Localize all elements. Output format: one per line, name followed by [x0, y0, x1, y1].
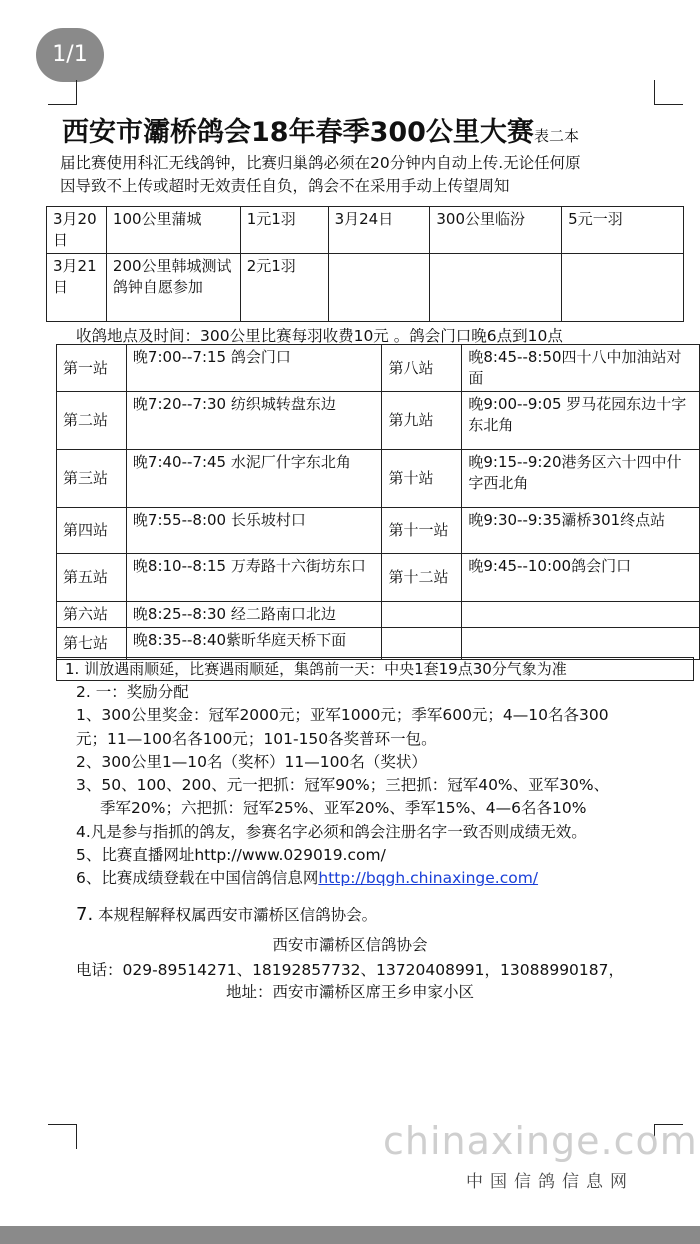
clause-7-number: 7. [76, 904, 94, 925]
rule-line: 3、50、100、200、元一把抓：冠军90%；三把抓：冠军40%、亚军30%、 [76, 776, 610, 795]
address-line: 地址：西安市灞桥区席王乡申家小区 [225, 983, 474, 1001]
station-name: 第一站 [57, 345, 127, 392]
station-detail: 晚7:20--7:30 纺织城转盘东边 [126, 392, 382, 450]
station-name: 第三站 [57, 450, 127, 508]
station-detail: 晚8:35--8:40紫昕华庭天桥下面 [126, 628, 382, 660]
table-row [57, 602, 700, 628]
station-name [382, 628, 462, 660]
rule-6-text: 6、比赛成绩登载在中国信鸽信息网 [76, 869, 319, 888]
rule-line: 元；11—100名各100元；101-150各奖普环一包。 [76, 729, 437, 748]
station-detail: 晚8:10--8:15 万寿路十六街坊东口 [126, 554, 382, 602]
station-name: 第六站 [57, 602, 127, 628]
cell-race: 100公里蒲城 [106, 207, 240, 254]
cell-race: 300公里临汾 [430, 207, 562, 254]
collection-note: 收鸽地点及时间：300公里比赛每羽收费10元 。鸽会门口晚6点到10点 [76, 327, 563, 345]
cell-fee: 2元1羽 [240, 254, 328, 322]
station-detail: 晚9:30--9:35灞桥301终点站 [462, 508, 700, 554]
station-detail: 晚7:00--7:15 鸽会门口 [126, 345, 382, 392]
station-name: 第九站 [382, 392, 462, 450]
award-rules [76, 681, 676, 891]
title-main: 西安市灞桥鸽会18年春季300公里大赛 [62, 117, 534, 148]
crop-mark-top-right [654, 80, 683, 105]
clause-7-text: 本规程解释权属西安市灞桥区信鸽协会。 [98, 906, 378, 924]
title-suffix: 表二本 [533, 127, 579, 145]
intro-line: 因导致不上传或超时无效责任自负，鸽会不在采用手动上传望周知 [60, 177, 510, 195]
station-detail: 晚7:55--8:00 长乐坡村口 [126, 508, 382, 554]
rain-note: 1. 训放遇雨顺延，比赛遇雨顺延，集鸽前一天：中央1套19点30分气象为准 [56, 657, 694, 681]
watermark-chinese: 中国信鸽信息网 [466, 1172, 634, 1192]
rule-line: 1、300公里奖金：冠军2000元；亚军1000元；季军600元；4—10名各300 [76, 706, 609, 725]
table-row [57, 508, 700, 554]
station-name [382, 602, 462, 628]
station-name: 第四站 [57, 508, 127, 554]
cell-race: 200公里韩城测试鸽钟自愿参加 [106, 254, 240, 322]
station-detail: 晚8:25--8:30 经二路南口北边 [126, 602, 382, 628]
page-indicator: 1/1 [36, 28, 104, 82]
station-name: 第十一站 [382, 508, 462, 554]
station-detail: 晚7:40--7:45 水泥厂什字东北角 [126, 450, 382, 508]
station-name: 第五站 [57, 554, 127, 602]
cell-date: 3月21日 [47, 254, 107, 322]
rule-line: 5、比赛直播网址http://www.029019.com/ [76, 846, 386, 865]
rule-line: 2、300公里1—10名（奖杯）11—100名（奖状） [76, 752, 427, 771]
station-detail [462, 628, 700, 660]
rule-line: 季军20%；六把抓：冠军25%、亚军20%、季军15%、4—6名各10% [100, 799, 587, 818]
station-name: 第十二站 [382, 554, 462, 602]
rule-line [76, 867, 676, 890]
rules-heading: 2. 一：奖励分配 [76, 683, 189, 701]
table-row [57, 392, 700, 450]
watermark-logo: chinaxinge.com [383, 1119, 698, 1163]
table-row [47, 207, 684, 254]
station-detail: 晚9:15--9:20港务区六十四中什字西北角 [462, 450, 700, 508]
results-link[interactable]: http://bqgh.chinaxinge.com/ [318, 869, 539, 888]
cell-fee: 1元1羽 [240, 207, 328, 254]
table-row [57, 628, 700, 660]
phone-line: 电话：029-89514271、18192857732、13720408991，13088990187， [76, 961, 625, 979]
table-row [57, 450, 700, 508]
race-schedule-table [46, 206, 684, 322]
cell-date: 3月24日 [328, 207, 430, 254]
station-name: 第二站 [57, 392, 127, 450]
signature: 西安市灞桥区信鸽协会 [272, 936, 428, 954]
intro-paragraph [60, 152, 680, 198]
document-title [62, 110, 700, 149]
stations-table [56, 344, 700, 660]
cell-fee [562, 254, 684, 322]
cell-date [328, 254, 430, 322]
station-detail: 晚9:45--10:00鸽会门口 [462, 554, 700, 602]
cell-race [430, 254, 562, 322]
station-name: 第十站 [382, 450, 462, 508]
cell-fee: 5元一羽 [562, 207, 684, 254]
station-name: 第七站 [57, 628, 127, 660]
clause-7 [76, 903, 377, 925]
table-row [47, 254, 684, 322]
crop-mark-bottom-left [48, 1124, 77, 1149]
table-row [57, 554, 700, 602]
crop-mark-top-left [48, 80, 77, 105]
station-detail: 晚9:00--9:05 罗马花园东边十字东北角 [462, 392, 700, 450]
station-detail [462, 602, 700, 628]
cell-date: 3月20日 [47, 207, 107, 254]
bottom-bar [0, 1226, 700, 1244]
intro-line: 届比赛使用科汇无线鸽钟，比赛归巢鸽必须在20分钟内自动上传.无论任何原 [60, 154, 581, 172]
table-row [57, 345, 700, 392]
station-detail: 晚8:45--8:50四十八中加油站对面 [462, 345, 700, 392]
station-name: 第八站 [382, 345, 462, 392]
rule-line: 4.凡是参与指抓的鸽友，参赛名字必须和鸽会注册名字一致否则成绩无效。 [76, 822, 587, 841]
